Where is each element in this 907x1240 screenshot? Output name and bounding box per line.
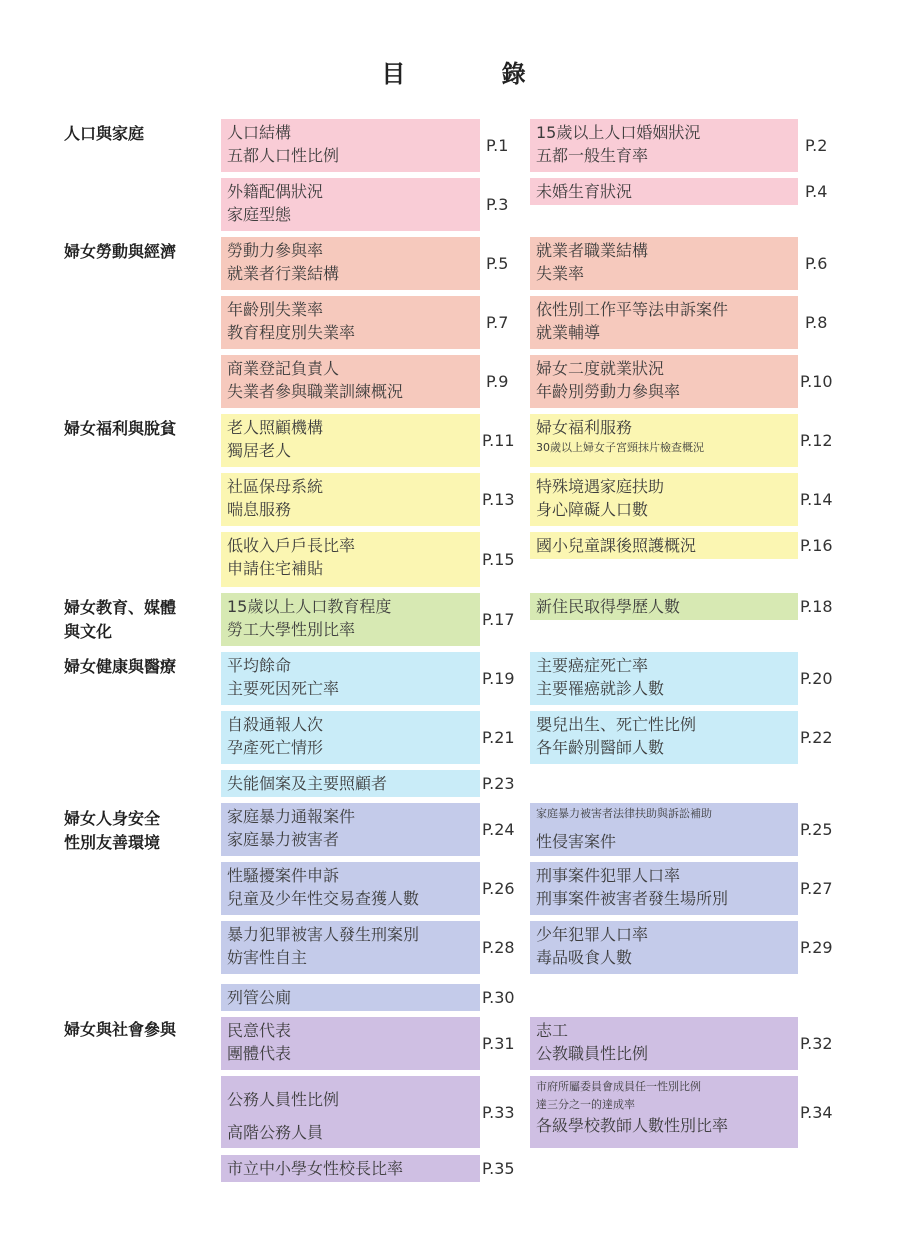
toc-entry-p3[interactable]: 外籍配偶狀況 家庭型態 xyxy=(221,178,480,231)
toc-entry-p19[interactable]: 平均餘命 主要死因死亡率 xyxy=(221,652,480,705)
page-number: P.1 xyxy=(486,136,509,155)
toc-entry-p1[interactable]: 人口結構 五都人口性比例 xyxy=(221,119,480,172)
section-title-education: 婦女教育、媒體 與文化 xyxy=(64,598,177,641)
page-number: P.21 xyxy=(482,728,515,747)
page-number: P.31 xyxy=(482,1034,515,1053)
toc-entry-p4[interactable]: 未婚生育狀況 xyxy=(530,178,798,205)
toc-entry-p6[interactable]: 就業者職業結構 失業率 xyxy=(530,237,798,290)
page-number: P.19 xyxy=(482,669,515,688)
page-number: P.33 xyxy=(482,1102,515,1122)
toc-entry-p15[interactable]: 低收入戶戶長比率 申請住宅補貼 xyxy=(221,532,480,587)
toc-entry-p11[interactable]: 老人照顧機構 獨居老人 xyxy=(221,414,480,467)
page-number: P.15 xyxy=(482,550,515,569)
page-number: P.6 xyxy=(805,254,828,273)
page-number: P.32 xyxy=(800,1034,833,1053)
page-number: P.17 xyxy=(482,610,515,629)
toc-entry-p8[interactable]: 依性別工作平等法申訴案件 就業輔導 xyxy=(530,296,798,349)
page-number: P.10 xyxy=(800,372,833,391)
page-number: P.24 xyxy=(482,820,515,839)
page-number: P.14 xyxy=(800,490,833,509)
page-number: P.11 xyxy=(482,431,515,450)
toc-entry-p12[interactable]: 婦女福利服務 30歲以上婦女子宮頸抹片檢查概況 xyxy=(530,414,798,467)
page-number: P.7 xyxy=(486,313,509,332)
page-number: P.22 xyxy=(800,728,833,747)
toc-entry-p27[interactable]: 刑事案件犯罪人口率 刑事案件被害者發生場所別 xyxy=(530,862,798,915)
toc-entry-p2[interactable]: 15歲以上人口婚姻狀況 五都一般生育率 xyxy=(530,119,798,172)
toc-entry-p25[interactable]: 家庭暴力被害者法律扶助與訴訟補助 性侵害案件 xyxy=(530,803,798,856)
toc-entry-p16[interactable]: 國小兒童課後照護概況 xyxy=(530,532,798,559)
toc-entry-p24[interactable]: 家庭暴力通報案件 家庭暴力被害者 xyxy=(221,803,480,856)
toc-entry-p30[interactable]: 列管公廁 xyxy=(221,984,480,1011)
toc-entry-p35[interactable]: 市立中小學女性校長比率 xyxy=(221,1155,480,1182)
page-number: P.8 xyxy=(805,313,828,332)
page-number: P.18 xyxy=(800,597,833,616)
page-number: P.4 xyxy=(805,182,828,201)
page-title: 目 錄 xyxy=(381,60,570,88)
toc-entry-p34[interactable]: 市府所屬委員會成員任一性別比例 達三分之一的達成率 各級學校教師人數性別比率 xyxy=(530,1076,798,1148)
page-number: P.28 xyxy=(482,938,515,957)
page-number: P.26 xyxy=(482,879,515,898)
section-title-participation: 婦女與社會參與 xyxy=(64,1020,177,1039)
toc-entry-p29[interactable]: 少年犯罪人口率 毒品吸食人數 xyxy=(530,921,798,974)
toc-entry-p7[interactable]: 年齡別失業率 教育程度別失業率 xyxy=(221,296,480,349)
toc-entry-p14[interactable]: 特殊境遇家庭扶助 身心障礙人口數 xyxy=(530,473,798,526)
page-number: P.13 xyxy=(482,490,515,509)
toc-entry-p33[interactable]: 公務人員性比例 高階公務人員 xyxy=(221,1076,480,1148)
section-title-labor: 婦女勞動與經濟 xyxy=(64,242,177,261)
toc-entry-p26[interactable]: 性騷擾案件申訴 兒童及少年性交易查獲人數 xyxy=(221,862,480,915)
page-number: P.2 xyxy=(805,136,828,155)
section-title-welfare: 婦女福利與脫貧 xyxy=(64,419,177,438)
toc-entry-p20[interactable]: 主要癌症死亡率 主要罹癌就診人數 xyxy=(530,652,798,705)
toc-entry-p23[interactable]: 失能個案及主要照顧者 xyxy=(221,770,480,797)
page-number: P.20 xyxy=(800,669,833,688)
page-number: P.16 xyxy=(800,536,833,555)
toc-entry-p28[interactable]: 暴力犯罪被害人發生刑案別 妨害性自主 xyxy=(221,921,480,974)
toc-entry-p32[interactable]: 志工 公教職員性比例 xyxy=(530,1017,798,1070)
page-number: P.30 xyxy=(482,988,515,1007)
toc-entry-p31[interactable]: 民意代表 團體代表 xyxy=(221,1017,480,1070)
section-title-population: 人口與家庭 xyxy=(64,124,145,143)
page-number: P.35 xyxy=(482,1159,515,1178)
page-number: P.5 xyxy=(486,254,509,273)
page-number: P.3 xyxy=(486,195,509,214)
toc-entry-p13[interactable]: 社區保母系統 喘息服務 xyxy=(221,473,480,526)
toc-entry-p10[interactable]: 婦女二度就業狀況 年齡別勞動力參與率 xyxy=(530,355,798,408)
toc-entry-p17[interactable]: 15歲以上人口教育程度 勞工大學性別比率 xyxy=(221,593,480,646)
page-number: P.34 xyxy=(800,1102,833,1122)
page-number: P.27 xyxy=(800,879,833,898)
page-number: P.29 xyxy=(800,938,833,957)
page-number: P.25 xyxy=(800,820,833,839)
toc-entry-p18[interactable]: 新住民取得學歷人數 xyxy=(530,593,798,620)
page-number: P.9 xyxy=(486,372,509,391)
page-number: P.23 xyxy=(482,774,515,793)
toc-entry-p21[interactable]: 自殺通報人次 孕產死亡情形 xyxy=(221,711,480,764)
section-title-health: 婦女健康與醫療 xyxy=(64,657,177,676)
toc-entry-p9[interactable]: 商業登記負責人 失業者參與職業訓練概況 xyxy=(221,355,480,408)
toc-entry-p5[interactable]: 勞動力參與率 就業者行業結構 xyxy=(221,237,480,290)
section-title-safety: 婦女人身安全 性別友善環境 xyxy=(64,809,161,852)
page-number: P.12 xyxy=(800,431,833,450)
toc-entry-p22[interactable]: 嬰兒出生、死亡性比例 各年齡別醫師人數 xyxy=(530,711,798,764)
